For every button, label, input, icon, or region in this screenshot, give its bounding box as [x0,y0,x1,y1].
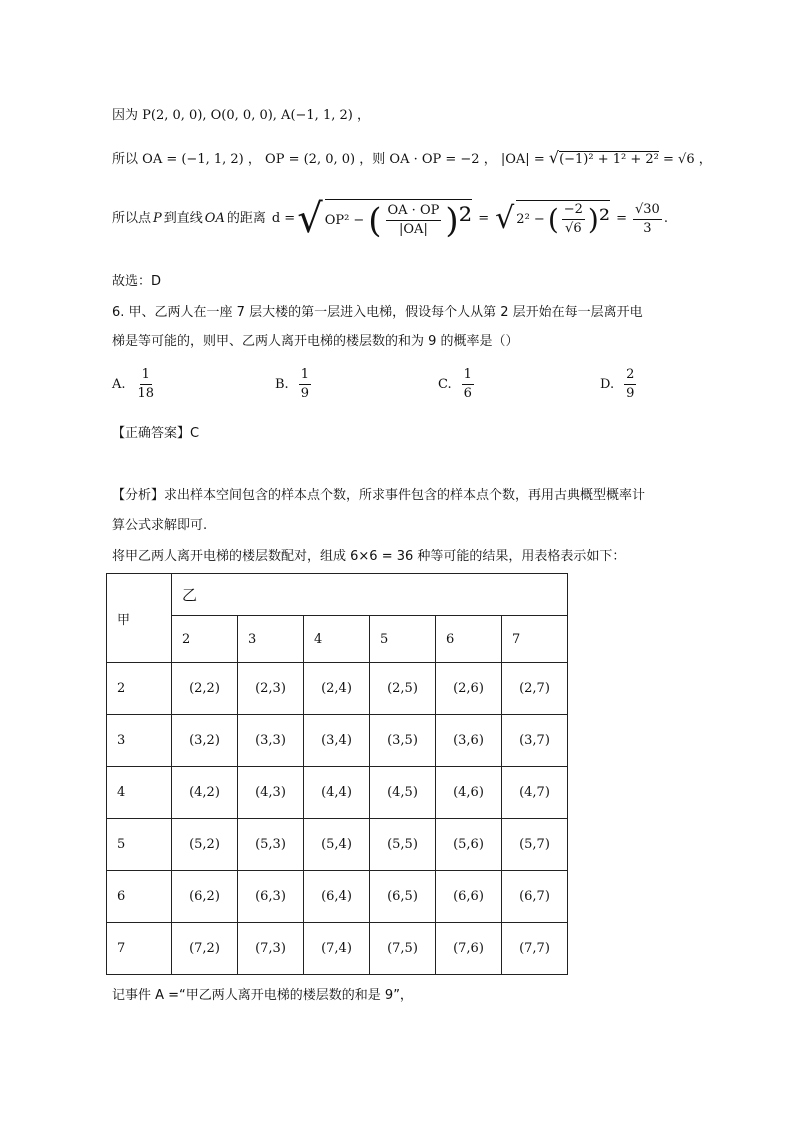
text-to-line: 到直线 [163,211,203,226]
table-row [107,819,568,871]
col-header: 5 [370,616,436,663]
table-cell: (3,7) [502,715,568,767]
col-header: 4 [304,616,370,663]
table-cell: (7,2) [172,923,238,975]
option-fraction [624,366,636,403]
table-corner: 甲 [107,574,172,663]
vector-op: OP = (2, 0, 0) [265,152,356,167]
table-cell: (5,5) [370,819,436,871]
big-sqrt: √ [297,196,323,242]
question-line-2: 梯是等可能的，则甲、乙两人离开电梯的楼层数的和为 9 的概率是（） [112,334,519,349]
punct: ， [483,152,497,167]
row-header: 4 [107,767,172,819]
option-den: 18 [137,386,155,401]
table-cell: (7,3) [238,923,304,975]
inner-num: −2 [562,201,585,220]
table-cell: (4,3) [238,767,304,819]
points-coordinates: P(2, 0, 0), O(0, 0, 0), A(−1, 1, 2) [142,108,353,123]
two-squared: 2² − [516,211,545,227]
fraction-result [633,201,662,238]
analysis-line-3: 将甲乙两人离开电梯的楼层数配对，组成 6×6 = 36 种等可能的结果，用表格表示如下： [112,549,626,564]
op-squared: OP² [324,212,350,228]
table-cell: (2,5) [370,663,436,715]
table-cell: (5,2) [172,819,238,871]
table-cell: (6,5) [370,871,436,923]
option-num: 1 [140,366,152,385]
outcome-table [106,573,568,975]
fraction-projection [386,202,442,239]
table-cell: (6,2) [172,871,238,923]
line-points [112,106,370,126]
col-header: 7 [502,616,568,663]
table-cell: (5,6) [436,819,502,871]
table-cell: (5,7) [502,819,568,871]
var-d: d = [271,211,296,226]
table-cell: (5,3) [238,819,304,871]
table-cell: (6,4) [304,871,370,923]
vector-oa: OA = (−1, 1, 2) [142,152,244,167]
paren-close: )² [445,200,473,241]
option-fraction [462,366,474,403]
var-p: P [153,211,162,226]
result-den: 3 [643,220,652,236]
norm-lhs: |OA| = [500,152,545,167]
var-oa: OA [204,211,225,226]
option-den: 9 [626,386,635,401]
line-vectors [112,148,712,170]
table-cell: (7,6) [436,923,502,975]
inner-den: √6 [565,221,582,236]
option-d[interactable] [600,366,636,403]
radicand-2 [516,200,610,238]
punct: ， [247,152,261,167]
fraction-den: |OA| [399,222,428,237]
row-header: 6 [107,871,172,923]
line-distance [112,188,668,250]
table-cell: (6,3) [238,871,304,923]
paren-open-2: ( [547,202,559,236]
table-cell: (3,2) [172,715,238,767]
table-cell: (2,3) [238,663,304,715]
dot-product: OA · OP = −2 [389,152,480,167]
punct: ， [356,108,370,123]
table-cell: (3,6) [436,715,502,767]
analysis-line-1: 【分析】求出样本空间包含的样本点个数，所求事件包含的样本点个数，再用古典概型概率计 [112,488,646,503]
punct: ， [698,152,712,167]
table-cell: (2,4) [304,663,370,715]
option-fraction [136,366,157,403]
table-row [107,663,568,715]
table-cell: (4,5) [370,767,436,819]
table-cell: (6,7) [502,871,568,923]
paren-open: ( [368,200,382,241]
option-a[interactable] [112,366,156,403]
table-cell: (4,4) [304,767,370,819]
table-cell: (3,4) [304,715,370,767]
row-header: 7 [107,923,172,975]
text-distance: 的距离 [226,211,266,226]
row-header: 3 [107,715,172,767]
option-label: D. [600,376,615,392]
text-therefore: 所以 [112,152,139,167]
col-header: 2 [172,616,238,663]
option-den: 9 [300,386,309,401]
period: . [663,211,668,226]
col-header: 3 [238,616,304,663]
paren-close-2: )² [587,202,611,236]
option-label: A. [112,376,126,392]
analysis-line-2: 算公式求解即可. [112,518,208,533]
sqrt-symbol: √ [548,148,560,167]
correct-answer: 【正确答案】C [112,426,200,441]
table-cell: (6,6) [436,871,502,923]
row-header: 5 [107,819,172,871]
minus-sign: − [353,212,365,228]
table-cell: (4,2) [172,767,238,819]
table-cell: (2,7) [502,663,568,715]
table-cell: (3,5) [370,715,436,767]
table-row [107,715,568,767]
table-row [107,923,568,975]
option-num: 1 [462,366,474,385]
answer-choice: 故选：D [112,274,162,289]
option-den: 6 [463,386,472,401]
table-cell: (4,7) [502,767,568,819]
option-b[interactable] [275,366,311,403]
col-header: 6 [436,616,502,663]
table-cell: (2,2) [172,663,238,715]
question-line-1: 6. 甲、乙两人在一座 7 层大楼的第一层进入电梯，假设每个人从第 2 层开始在每一层离开电 [112,305,643,320]
table-row [107,871,568,923]
event-definition: 记事件 A =“甲乙两人离开电梯的楼层数的和是 9”， [112,988,413,1003]
table-cell: (5,4) [304,819,370,871]
option-num: 2 [624,366,636,385]
option-label: B. [275,376,289,392]
norm-radicand: (−1)² + 1² + 2² [559,152,659,167]
radicand-1 [325,199,473,239]
equals-2: = [616,211,627,226]
table-col-group: 乙 [172,574,568,616]
sqrt-2: √ [495,201,515,236]
result-num: √30 [633,201,662,220]
fraction-num: OA · OP [386,202,442,221]
option-num: 1 [299,366,311,385]
table-cell: (7,4) [304,923,370,975]
row-header: 2 [107,663,172,715]
norm-result: = √6 [663,152,695,167]
table-cell: (2,6) [436,663,502,715]
table-row [107,767,568,819]
option-fraction [299,366,311,403]
text-because: 因为 [112,108,139,123]
text-then: ，则 [359,152,386,167]
option-c[interactable] [438,366,474,403]
table-cell: (7,7) [502,923,568,975]
text-so-point: 所以点 [112,211,152,226]
fraction-inner [562,201,585,238]
table-cell: (4,6) [436,767,502,819]
table-cell: (3,3) [238,715,304,767]
equals: = [478,211,490,226]
table-cell: (7,5) [370,923,436,975]
option-label: C. [438,376,452,392]
